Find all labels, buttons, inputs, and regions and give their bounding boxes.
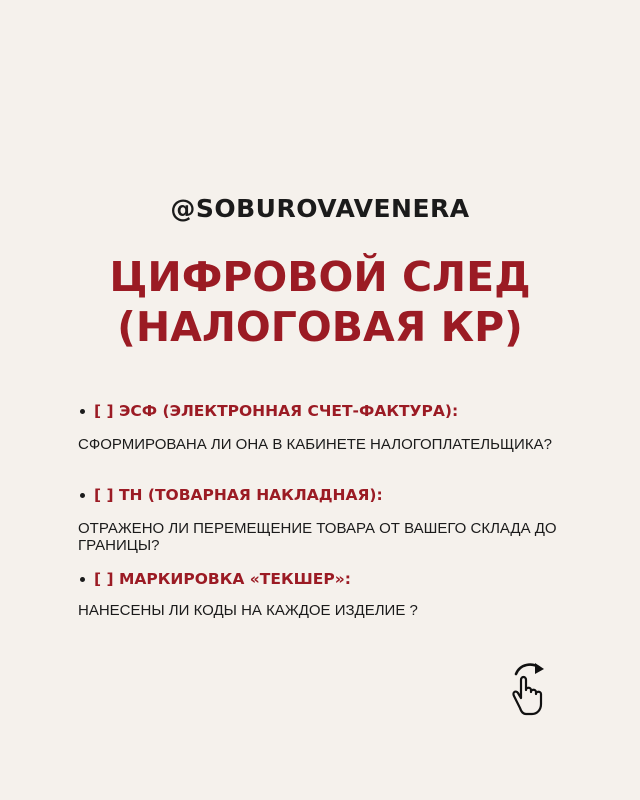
bullet-icon [80, 577, 85, 582]
swipe-hand-icon [506, 660, 550, 718]
checklist-item-text: ОТРАЖЕНО ЛИ ПЕРЕМЕЩЕНИЕ ТОВАРА ОТ ВАШЕГО СКЛАДА ДО ГРАНИЦЫ? [78, 520, 557, 554]
title-line-2: (НАЛОГОВАЯ КР) [117, 303, 523, 351]
checklist-item-title: [ ] ТН (ТОВАРНАЯ НАКЛАДНАЯ): [94, 486, 383, 504]
page-title [0, 252, 640, 352]
checklist-item-text: СФОРМИРОВАНА ЛИ ОНА В КАБИНЕТЕ НАЛОГОПЛАТЕЛЬЩИКА? [78, 436, 552, 453]
bullet-icon [80, 409, 85, 414]
checklist-item-title: [ ] МАРКИРОВКА «ТЕКШЕР»: [94, 570, 351, 588]
author-handle: @SOBUROVAVENERA [170, 194, 470, 223]
checklist-item-text: НАНЕСЕНЫ ЛИ КОДЫ НА КАЖДОЕ ИЗДЕЛИЕ ? [78, 602, 418, 619]
checklist-item-title: [ ] ЭСФ (ЭЛЕКТРОННАЯ СЧЕТ-ФАКТУРА): [94, 402, 458, 420]
bullet-icon [80, 493, 85, 498]
title-line-1: ЦИФРОВОЙ СЛЕД [109, 253, 531, 301]
